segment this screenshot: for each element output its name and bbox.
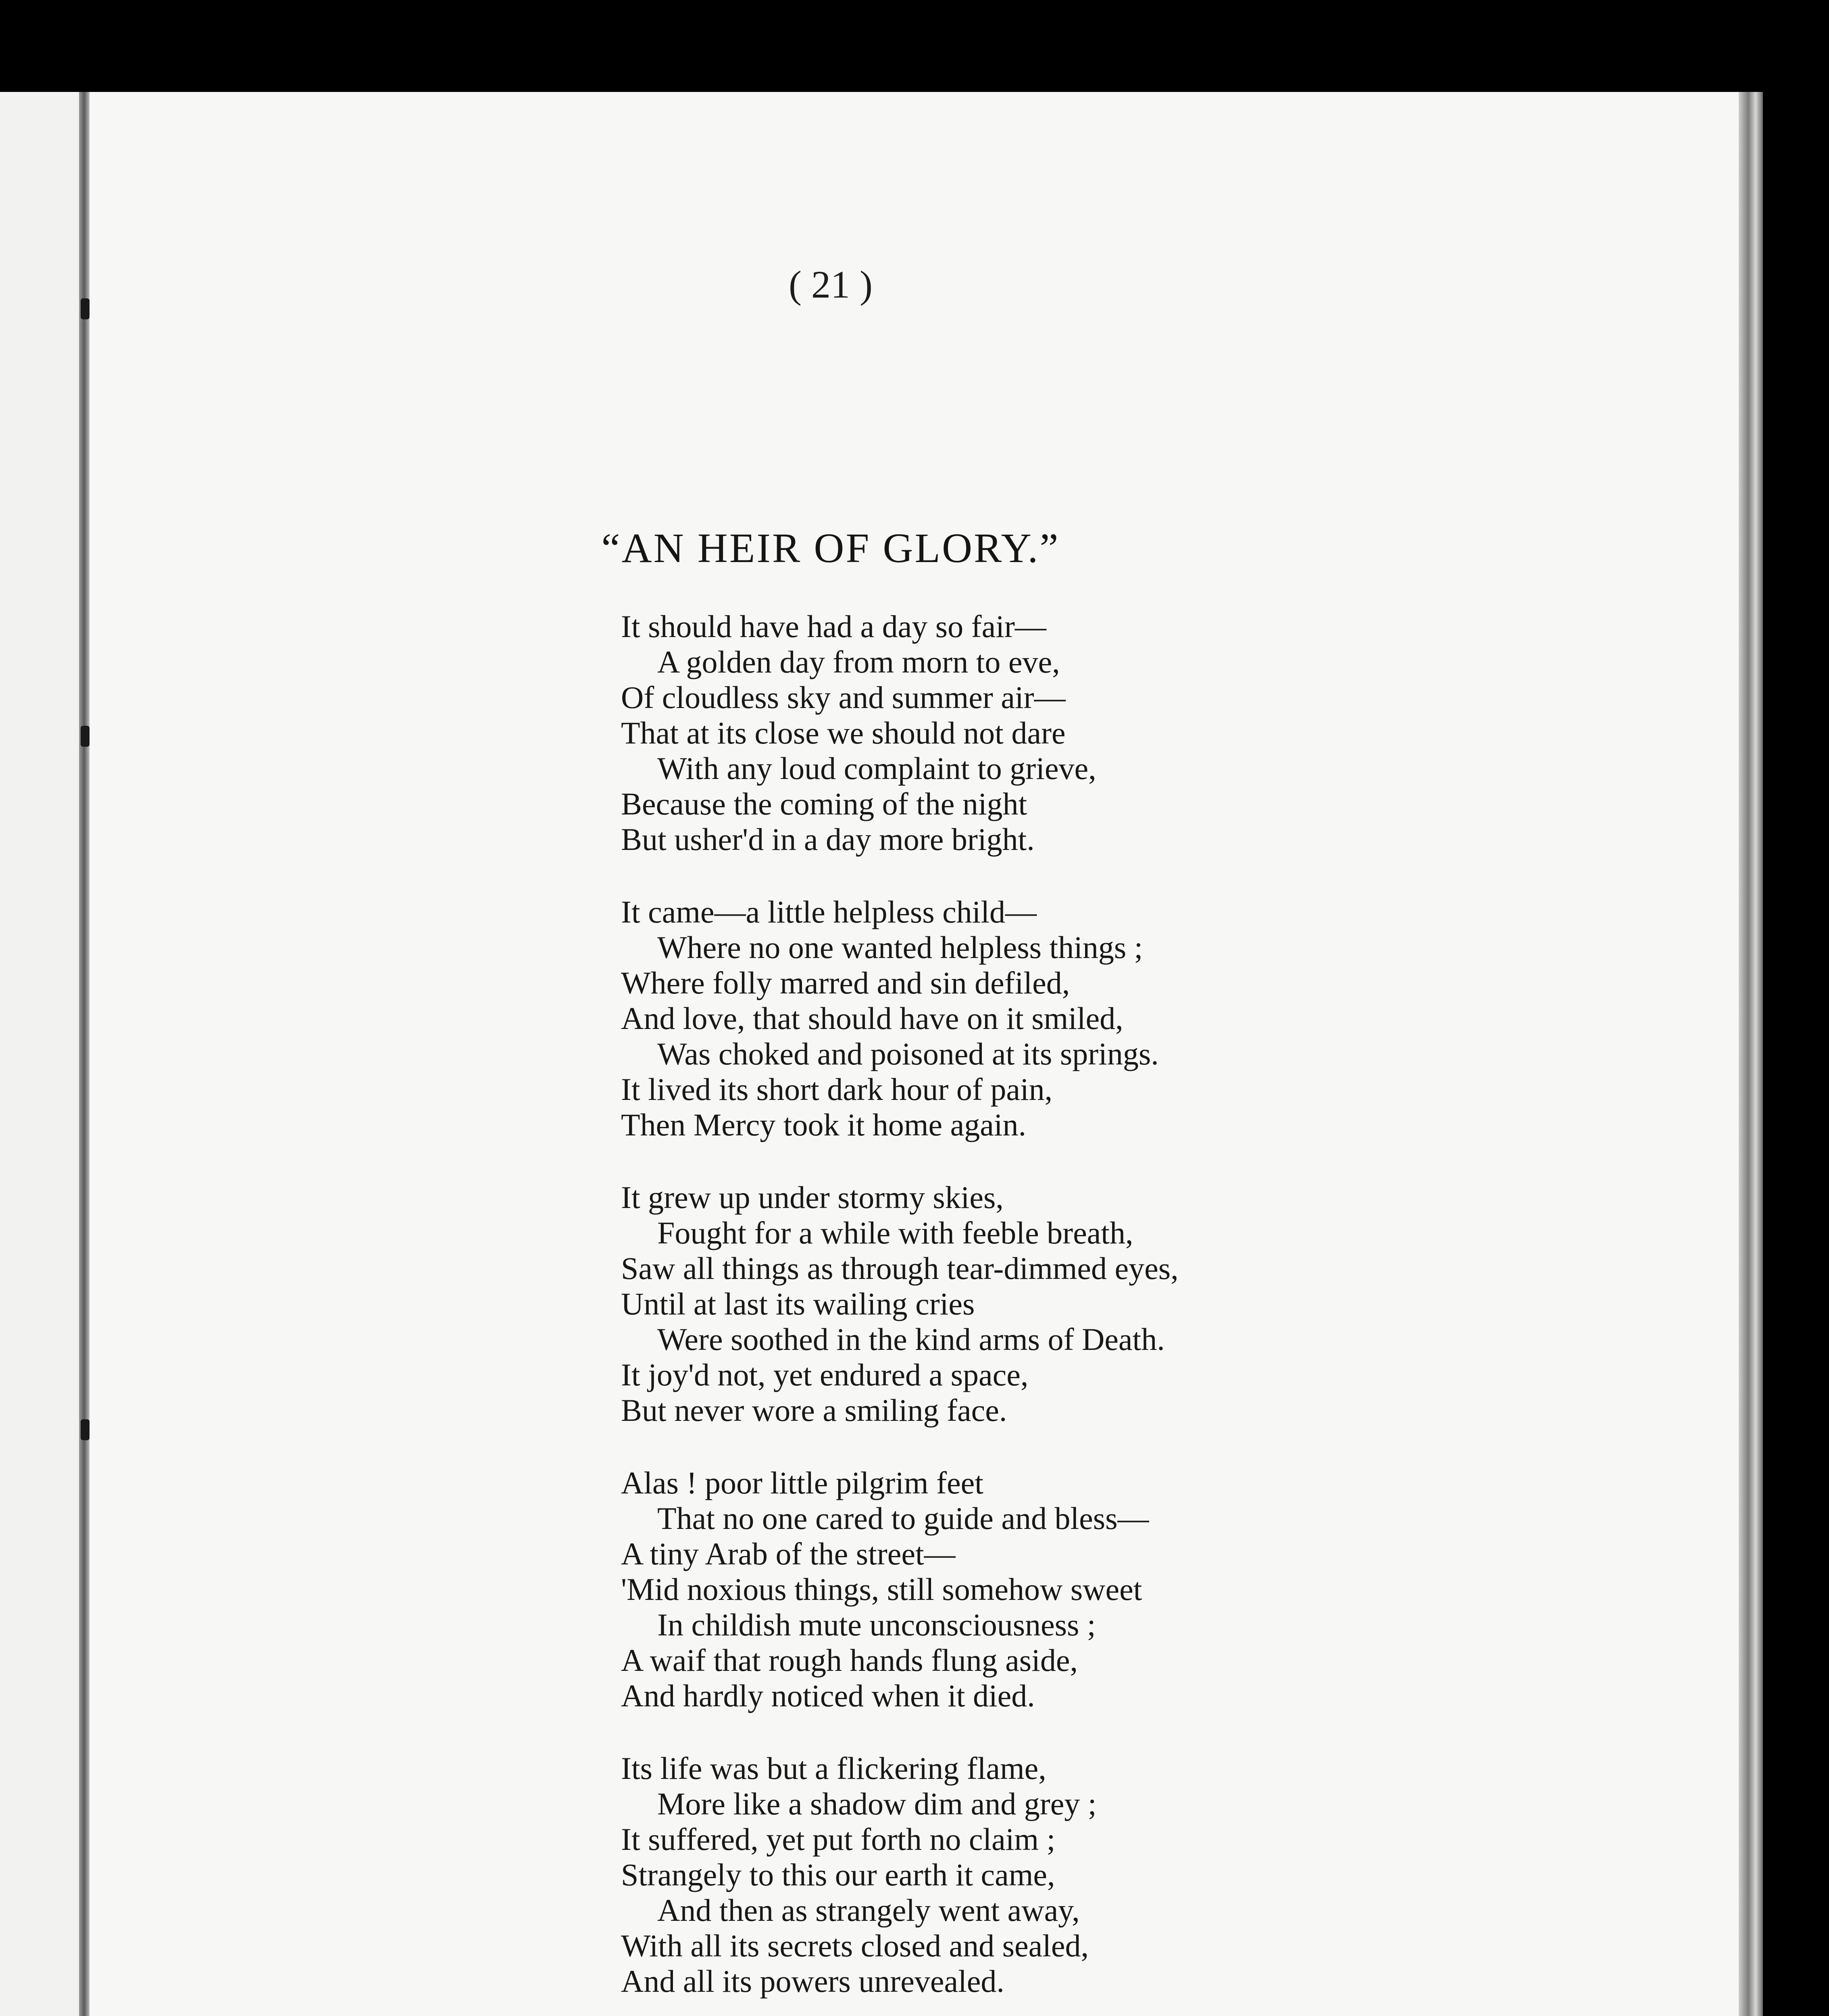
poem-line: With all its secrets closed and sealed, (621, 1928, 1089, 1963)
poem-line: And all its powers unrevealed. (621, 1964, 1004, 1999)
page-edge-stack (1739, 92, 1763, 2016)
poem-line: And then as strangely went away, (657, 1893, 1080, 1928)
poem-line: In childish mute unconsciousness ; (657, 1607, 1096, 1642)
poem-line: Alas ! poor little pilgrim feet (621, 1465, 983, 1500)
binding-mark (81, 726, 90, 747)
stanza (621, 894, 1427, 1143)
poem-line: Then Mercy took it home again. (621, 1107, 1027, 1142)
poem-line: A golden day from morn to eve, (657, 644, 1060, 679)
poem-line: Strangely to this our earth it came, (621, 1857, 1055, 1892)
poem-line: And love, that should have on it smiled, (621, 1001, 1123, 1036)
poem-line: It should have had a day so fair— (621, 609, 1046, 644)
poem-line: Its life was but a flickering flame, (621, 1751, 1046, 1786)
stanza (621, 609, 1427, 857)
poem-line: More like a shadow dim and grey ; (657, 1786, 1097, 1821)
stanza (621, 1751, 1427, 1999)
poem-line: Because the coming of the night (621, 786, 1027, 821)
poem-title: “AN HEIR OF GLORY.” (601, 525, 1060, 571)
poem-line: Until at last its wailing cries (621, 1286, 975, 1321)
poem-line: Was choked and poisoned at its springs. (657, 1036, 1159, 1071)
poem-line: It lived its short dark hour of pain, (621, 1072, 1053, 1107)
poem-line: Fought for a while with feeble breath, (657, 1215, 1133, 1250)
poem-line: With any loud complaint to grieve, (657, 751, 1096, 786)
poem-line: Were soothed in the kind arms of Death. (657, 1322, 1165, 1357)
poem-line: It grew up under stormy skies, (621, 1180, 1004, 1215)
stanza (621, 1180, 1427, 1428)
poem-line: That no one cared to guide and bless— (657, 1501, 1149, 1536)
poem-line: 'Mid noxious things, still somehow sweet (621, 1572, 1142, 1607)
poem-line: That at its close we should not dare (621, 715, 1066, 750)
poem-line: But usher'd in a day more bright. (621, 822, 1035, 857)
binding-mark (81, 298, 90, 319)
poem-line: A tiny Arab of the street— (621, 1536, 956, 1571)
poem-line: It came—a little helpless child— (621, 894, 1037, 929)
poem-line: Where folly marred and sin defiled, (621, 965, 1070, 1000)
left-page-edge (0, 92, 83, 2016)
poem-line: Where no one wanted helpless things ; (657, 930, 1143, 965)
stanza (621, 1465, 1427, 1714)
poem-line: It joy'd not, yet endured a space, (621, 1357, 1029, 1392)
poem-line: Saw all things as through tear-dimmed eyes, (621, 1251, 1179, 1286)
binding-mark (81, 1419, 90, 1440)
page-number: ( 21 ) (789, 263, 873, 306)
book-gutter (79, 92, 90, 2016)
poem-line: A waif that rough hands flung aside, (621, 1643, 1078, 1678)
poem-line: But never wore a smiling face. (621, 1393, 1007, 1428)
poem-line: Of cloudless sky and summer air— (621, 680, 1066, 715)
poem-line: And hardly noticed when it died. (621, 1678, 1035, 1713)
poem-line: It suffered, yet put forth no claim ; (621, 1822, 1056, 1857)
